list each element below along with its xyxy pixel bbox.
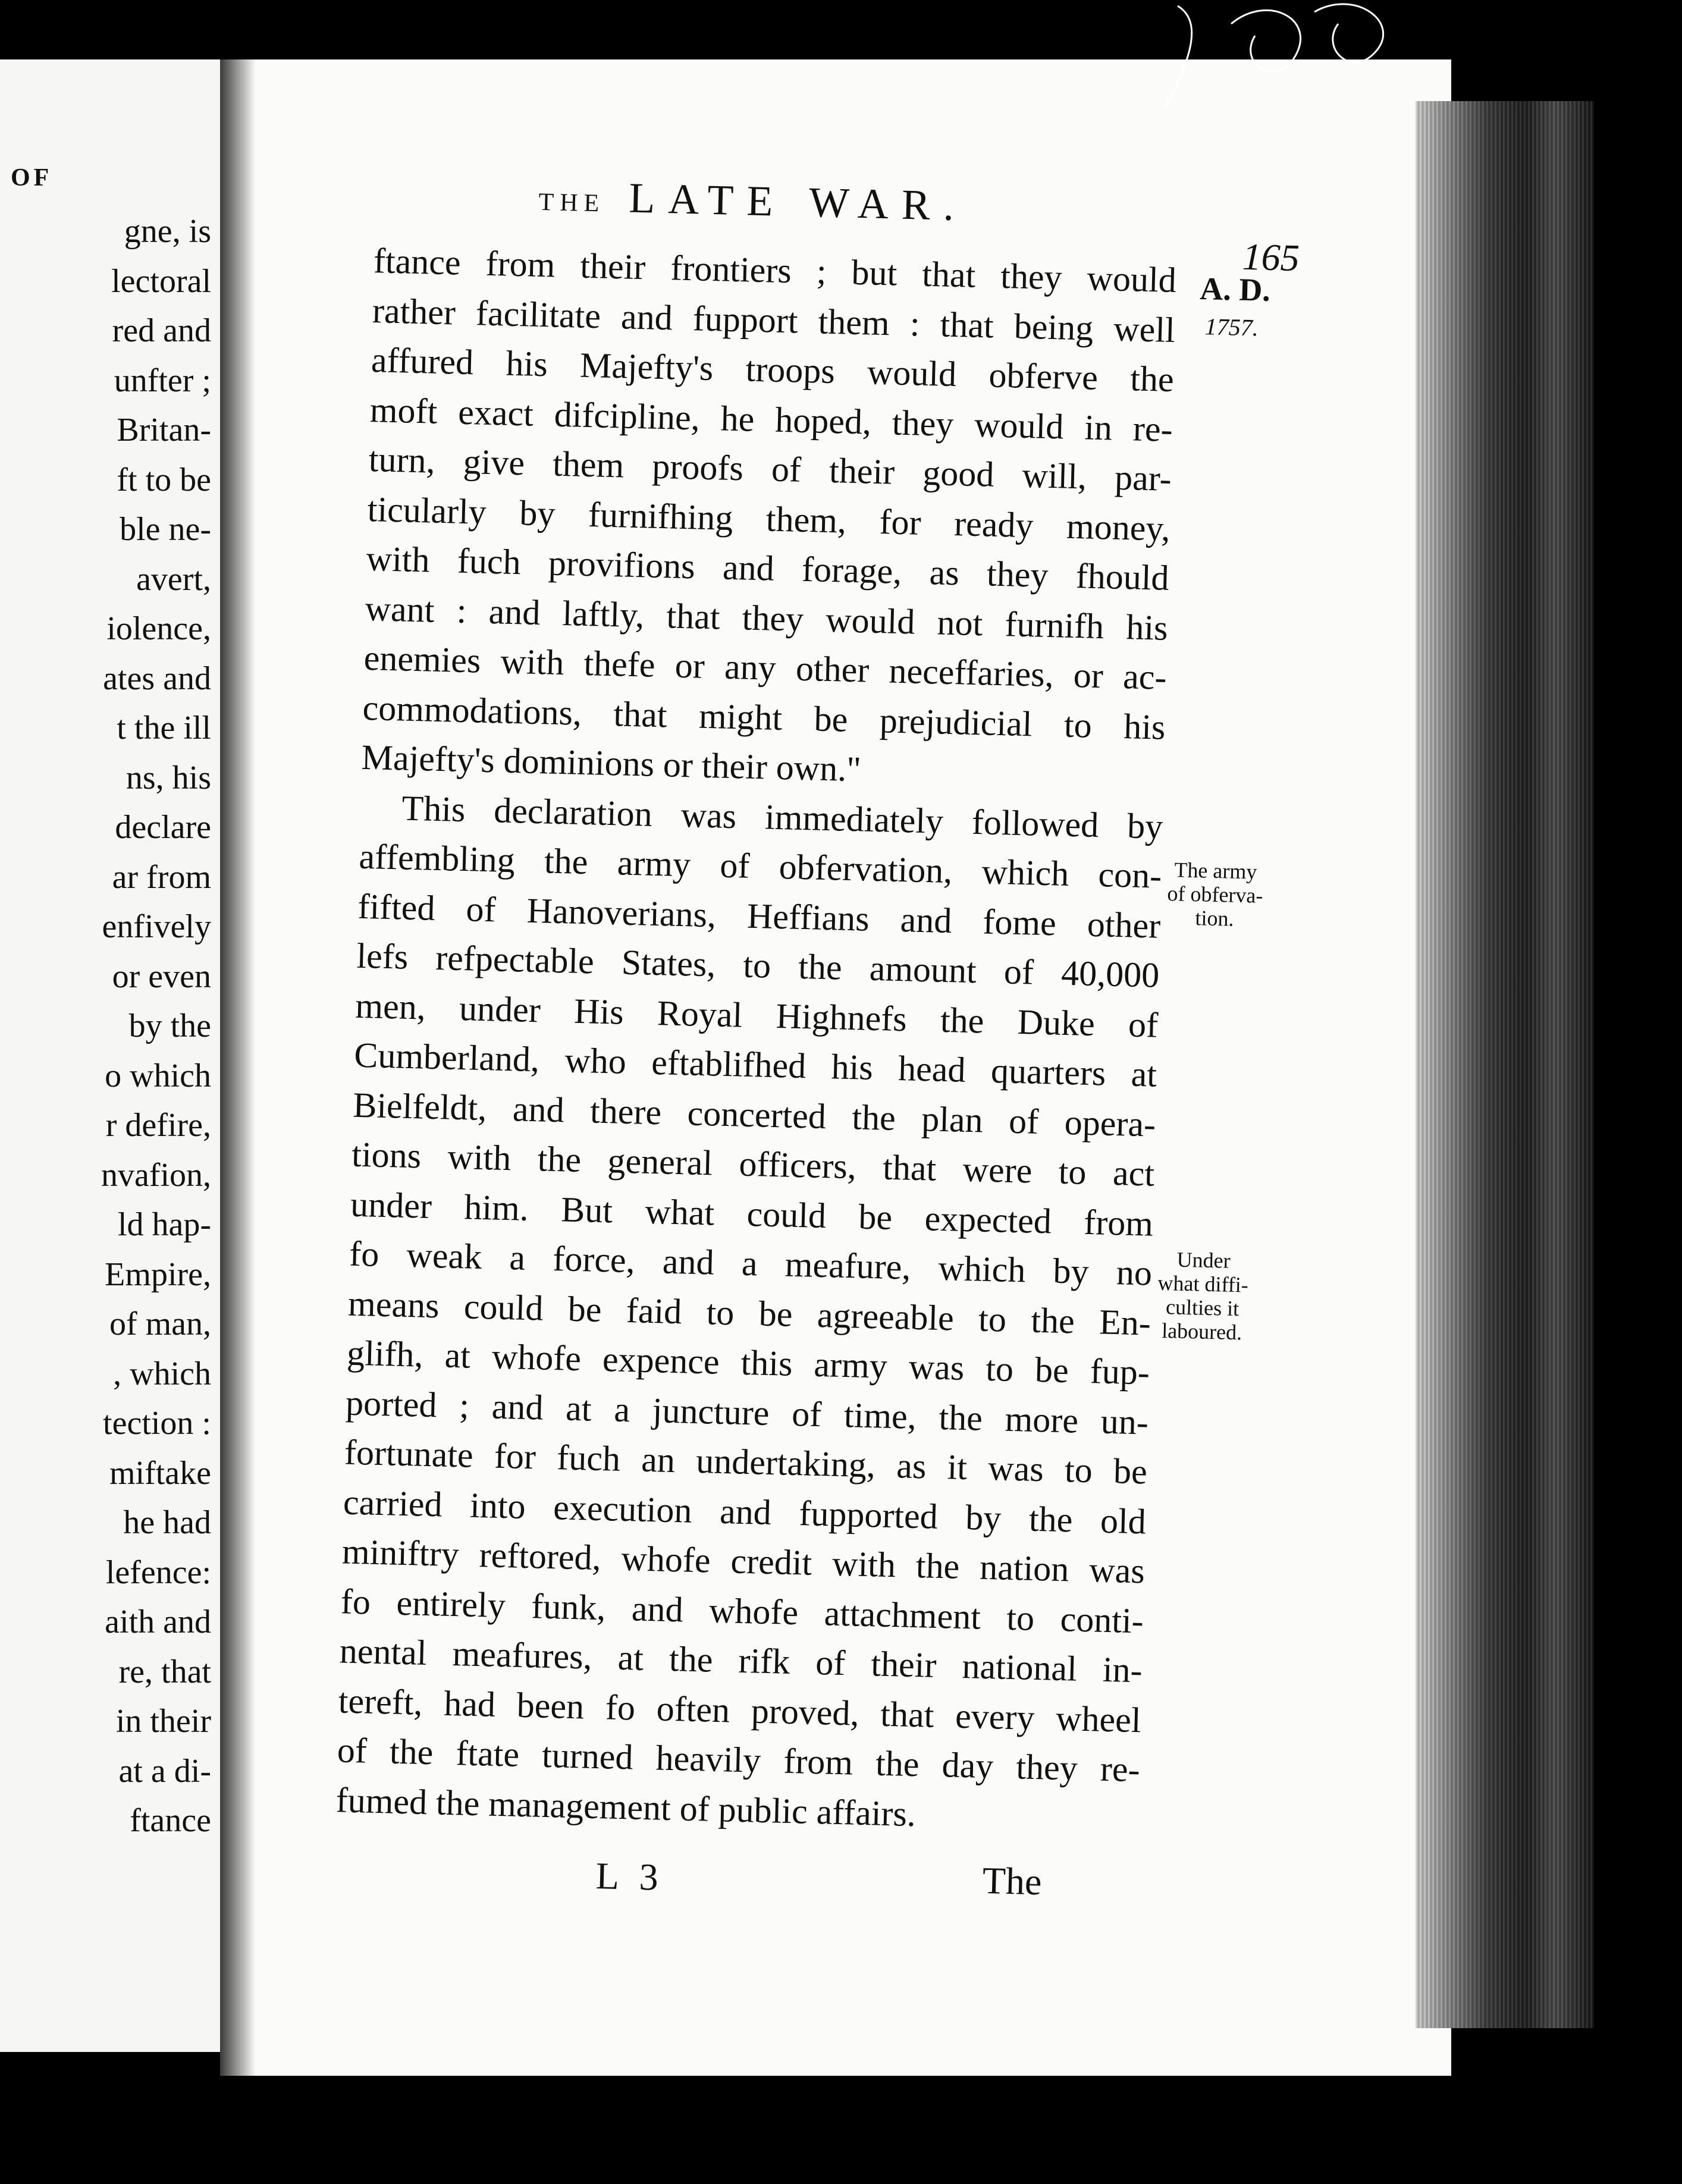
- text-line: Cumberland, who eftablifhed his head quarters at: [353, 1035, 1157, 1094]
- margin-date-year: 1757.: [1204, 313, 1259, 341]
- left-text-line: aith and: [105, 1604, 211, 1640]
- left-text-line: t the ill: [117, 710, 211, 746]
- text-line: tereft, had been fo often proved, that every wheel: [338, 1680, 1142, 1740]
- text-line: glifh, at whofe expence this army was to be fup-: [346, 1333, 1150, 1392]
- left-text-line: of man,: [109, 1306, 211, 1342]
- left-text-line: by the: [128, 1008, 211, 1044]
- left-text-line: ar from: [112, 858, 211, 896]
- running-head-title: LATE WAR.: [628, 174, 968, 230]
- sidenote-line: tion.: [1195, 906, 1234, 931]
- pencil-mark: [1160, 0, 1410, 119]
- text-line: lefs refpectable States, to the amount of 40,000: [356, 936, 1160, 995]
- left-text-line: miftake: [109, 1454, 211, 1492]
- left-text-line: at a di-: [118, 1752, 211, 1790]
- text-line: fo entirely funk, and whofe attachment to conti-: [340, 1581, 1144, 1640]
- left-page-text: [101, 207, 211, 1846]
- left-text-line: ates and: [103, 660, 211, 697]
- text-line: nental meafures, at the rifk of their national in-: [339, 1631, 1143, 1690]
- left-text-line: Empire,: [105, 1256, 211, 1293]
- sidenote-line: culties it: [1165, 1295, 1239, 1321]
- sidenote-army-of-observation: [1166, 858, 1264, 931]
- left-text-line: ld hap-: [117, 1206, 211, 1243]
- left-text-line: gne, is: [124, 213, 211, 250]
- left-text-line: r defire,: [105, 1107, 211, 1144]
- running-head: [538, 171, 968, 231]
- left-text-line: lefence:: [105, 1554, 211, 1591]
- text-line: ticularly by furnifhing them, for ready money,: [367, 489, 1171, 548]
- left-text-line: in their: [115, 1703, 211, 1740]
- text-line: with fuch provifions and forage, as they fhould: [366, 538, 1170, 598]
- margin-date: [1198, 269, 1271, 347]
- left-text-line: red and: [112, 312, 211, 349]
- left-text-line: or even: [112, 958, 211, 995]
- text-line: ported ; and at a juncture of time, the more un-: [345, 1383, 1149, 1442]
- sidenote-difficulties: [1156, 1247, 1249, 1345]
- text-line: turn, give them proofs of their good will, par-: [368, 439, 1172, 498]
- margin-date-label: A. D.: [1199, 271, 1271, 308]
- text-line: Majefty's dominions or their own.": [360, 737, 862, 789]
- sidenote-line: The army: [1174, 858, 1257, 884]
- left-text-line: iolence,: [106, 610, 211, 647]
- left-text-line: nvafion,: [101, 1156, 211, 1194]
- body-text: [335, 236, 1177, 1844]
- text-line: fumed the management of public affairs.: [335, 1780, 917, 1834]
- page-content: [220, 59, 1451, 2076]
- sidenote-line: of obferva-: [1167, 881, 1263, 908]
- text-line: under him. But what could be expected from: [350, 1184, 1154, 1244]
- book-fore-edge: [1416, 101, 1594, 2028]
- left-text-line: lectoral: [111, 262, 211, 300]
- sidenote-line: laboured.: [1161, 1319, 1242, 1345]
- left-text-line: re, that: [118, 1653, 211, 1690]
- text-line: carried into execution and fupported by the old: [343, 1482, 1147, 1541]
- left-text-line: avert,: [136, 560, 211, 598]
- text-line: fortunate for fuch an undertaking, as it was to be: [344, 1432, 1148, 1492]
- gutter-shadow: [220, 59, 256, 2076]
- text-line: Bielfeldt, and there concerted the plan of opera-: [352, 1085, 1156, 1144]
- left-text-line: unfter ;: [114, 362, 211, 399]
- running-head-article: THE: [538, 188, 605, 218]
- left-page: [0, 59, 227, 2052]
- catchword: The: [982, 1859, 1043, 1903]
- left-text-line: o which: [105, 1057, 211, 1094]
- text-line: ftance from their frontiers ; but that they would: [373, 241, 1177, 300]
- text-line: This declaration was immediately followed by: [401, 788, 1164, 846]
- text-line: men, under His Royal Highnefs the Duke of: [354, 986, 1159, 1045]
- left-text-line: Britan-: [117, 412, 211, 448]
- left-text-line: tection :: [103, 1405, 211, 1442]
- text-line: rather facilitate and fupport them : that being well: [372, 290, 1176, 350]
- text-line: affembling the army of obfervation, which con-: [358, 836, 1163, 896]
- text-line: fo weak a force, and a meafure, which by no: [349, 1234, 1153, 1293]
- text-line: of the ftate turned heavily from the day they re-: [337, 1730, 1141, 1790]
- text-line: tions with the general officers, that were to act: [351, 1134, 1155, 1194]
- page-number: 165: [1241, 235, 1300, 280]
- left-text-line: declare: [115, 809, 211, 846]
- left-text-line: ns, his: [125, 759, 211, 796]
- text-line: enemies with thefe or any other neceffaries, or ac-: [363, 638, 1168, 697]
- left-text-line: he had: [123, 1504, 211, 1541]
- text-line: commodations, that might be prejudicial to his: [362, 688, 1166, 747]
- text-line: affured his Majefty's troops would obferve the: [371, 340, 1175, 400]
- signature-mark: L 3: [595, 1854, 665, 1899]
- left-text-line: ft to be: [117, 461, 211, 498]
- right-page: [220, 59, 1451, 2076]
- left-text-line: ble ne-: [120, 511, 211, 548]
- left-running-head: OF: [11, 164, 53, 192]
- sidenote-line: what diffi-: [1157, 1270, 1249, 1297]
- text-line: want : and laftly, that they would not furnifh his: [365, 588, 1169, 648]
- left-text-line: , which: [113, 1355, 211, 1392]
- left-text-line: ftance: [130, 1802, 211, 1839]
- left-text-line: enfively: [102, 908, 211, 945]
- text-line: means could be faid to be agreeable to the En-: [347, 1284, 1151, 1343]
- text-line: moft exact difcipline, he hoped, they would in re-: [369, 390, 1173, 449]
- sidenote-line: Under: [1176, 1247, 1231, 1273]
- text-line: miniftry reftored, whofe credit with the nation was: [341, 1532, 1146, 1591]
- text-line: fifted of Hanoverians, Heffians and fome other: [357, 886, 1162, 946]
